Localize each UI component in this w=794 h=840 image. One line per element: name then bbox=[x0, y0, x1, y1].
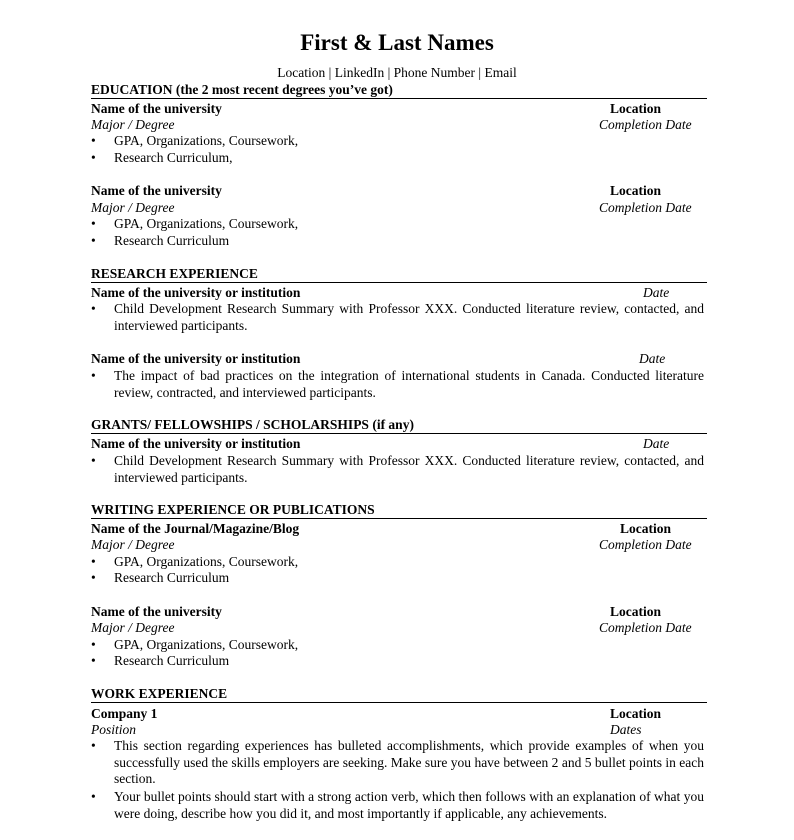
section-rule bbox=[91, 433, 707, 434]
section-title-education: EDUCATION (the 2 most recent degrees you’ve got) bbox=[91, 82, 393, 97]
entry-name: Company 1 bbox=[91, 706, 158, 721]
entry-date: Date bbox=[639, 351, 666, 366]
bullet-icon: • bbox=[91, 368, 96, 383]
contact-line: Location | LinkedIn | Phone Number | Email bbox=[277, 65, 517, 80]
section-rule bbox=[91, 98, 707, 99]
section-rule bbox=[91, 518, 707, 519]
entry-name: Name of the university bbox=[91, 183, 222, 198]
entry-name: Name of the university bbox=[91, 101, 222, 116]
entry-name: Name of the university or institution bbox=[91, 285, 301, 300]
entry-location: Location bbox=[620, 521, 672, 536]
bullet-icon: • bbox=[91, 789, 96, 804]
entry-location: Location bbox=[610, 101, 662, 116]
bullet-icon: • bbox=[91, 637, 96, 652]
entry-date: Completion Date bbox=[599, 620, 692, 635]
entry-date: Dates bbox=[610, 722, 642, 737]
entry-degree: Major / Degree bbox=[91, 537, 175, 552]
entry-degree: Major / Degree bbox=[91, 117, 175, 132]
bullet-icon: • bbox=[91, 301, 96, 316]
bullet-text: Research Curriculum, bbox=[114, 150, 233, 165]
entry-position: Position bbox=[91, 722, 137, 737]
entry-date: Date bbox=[643, 436, 670, 451]
bullet-text: Research Curriculum bbox=[114, 653, 230, 668]
resume-name: First & Last Names bbox=[300, 30, 494, 55]
bullet-text: GPA, Organizations, Coursework, bbox=[114, 216, 299, 231]
bullet-text: GPA, Organizations, Coursework, bbox=[114, 133, 299, 148]
bullet-text: The impact of bad practices on the integration of international students in Canada. Conducted literature review, contracted, and interviewed participants. bbox=[114, 368, 704, 400]
bullet-text: GPA, Organizations, Coursework, bbox=[114, 637, 299, 652]
bullet-text: Research Curriculum bbox=[114, 233, 230, 248]
bullet-icon: • bbox=[91, 233, 96, 248]
entry-location: Location bbox=[610, 183, 662, 198]
section-title-grants: GRANTS/ FELLOWSHIPS / SCHOLARSHIPS (if any) bbox=[91, 417, 414, 432]
bullet-icon: • bbox=[91, 216, 96, 231]
entry-date: Completion Date bbox=[599, 117, 692, 132]
entry-location: Location bbox=[610, 706, 662, 721]
bullet-icon: • bbox=[91, 554, 96, 569]
bullet-icon: • bbox=[91, 453, 96, 468]
bullet-text: Your bullet points should start with a strong action verb, which then follows with an explanation of what you were doing, describe how you did it, and most importantly if applicable, any achievements. bbox=[114, 789, 704, 821]
bullet-icon: • bbox=[91, 150, 96, 165]
bullet-text: Research Curriculum bbox=[114, 570, 230, 585]
section-title-research: RESEARCH EXPERIENCE bbox=[91, 266, 258, 281]
bullet-icon: • bbox=[91, 133, 96, 148]
section-rule bbox=[91, 702, 707, 703]
section-title-writing: WRITING EXPERIENCE OR PUBLICATIONS bbox=[91, 502, 375, 517]
entry-name: Name of the university or institution bbox=[91, 351, 301, 366]
entry-date: Completion Date bbox=[599, 200, 692, 215]
section-rule bbox=[91, 282, 707, 283]
bullet-icon: • bbox=[91, 653, 96, 668]
bullet-icon: • bbox=[91, 570, 96, 585]
bullet-icon: • bbox=[91, 738, 96, 753]
entry-date: Date bbox=[643, 285, 670, 300]
entry-degree: Major / Degree bbox=[91, 200, 175, 215]
section-title-work: WORK EXPERIENCE bbox=[91, 686, 228, 701]
bullet-text: Child Development Research Summary with Professor XXX. Conducted literature review, contacted, and interviewed participants. bbox=[114, 453, 704, 485]
entry-name: Name of the university or institution bbox=[91, 436, 301, 451]
bullet-text: This section regarding experiences has bulleted accomplishments, which provide examples of when you successfully used the skills employers are seeking. Make sure you have between 2 and 5 bullet points in each section. bbox=[114, 738, 704, 786]
entry-name: Name of the Journal/Magazine/Blog bbox=[91, 521, 300, 536]
entry-name: Name of the university bbox=[91, 604, 222, 619]
bullet-text: Child Development Research Summary with Professor XXX. Conducted literature review, contacted, and interviewed participants. bbox=[114, 301, 704, 333]
bullet-text: GPA, Organizations, Coursework, bbox=[114, 554, 299, 569]
entry-degree: Major / Degree bbox=[91, 620, 175, 635]
entry-location: Location bbox=[610, 604, 662, 619]
entry-date: Completion Date bbox=[599, 537, 692, 552]
